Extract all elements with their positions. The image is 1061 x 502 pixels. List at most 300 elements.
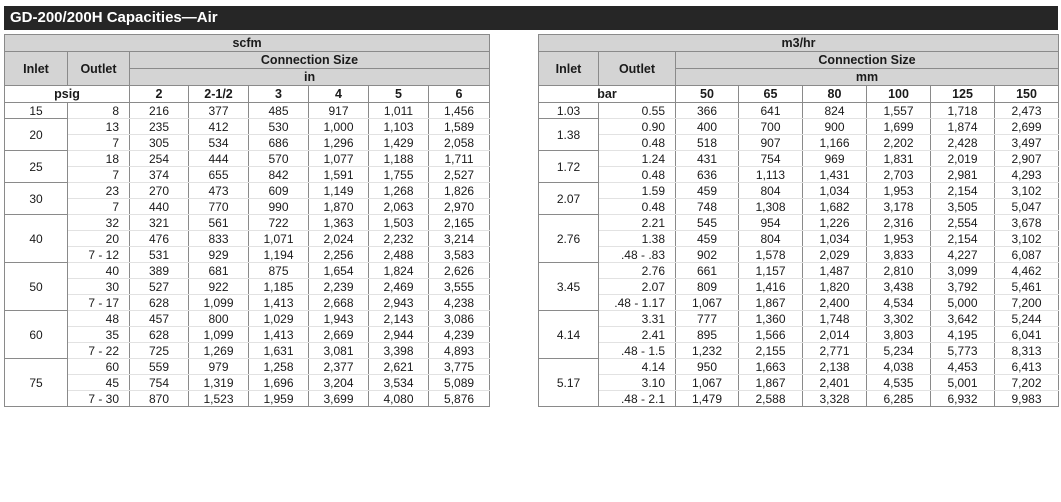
value-cell: 2,810 [867,263,931,279]
value-cell: 922 [189,279,249,295]
value-cell: 6,087 [995,247,1059,263]
value-cell: 5,773 [931,343,995,359]
inlet-cell: 60 [5,311,68,359]
value-cell: 1,166 [803,135,867,151]
table-row [539,103,1059,119]
value-cell: 3,328 [803,391,867,407]
outlet-cell: 1.59 [599,183,676,199]
outlet-cell: 0.90 [599,119,676,135]
outlet-cell: 18 [68,151,130,167]
value-cell: 1,831 [867,151,931,167]
value-cell: 1,682 [803,199,867,215]
value-cell: 5,244 [995,311,1059,327]
value-cell: 1,867 [739,375,803,391]
value-cell: 570 [249,151,309,167]
value-cell: 1,011 [369,103,429,119]
value-cell: 1,363 [309,215,369,231]
outlet-cell: 2.21 [599,215,676,231]
size-header: 125 [931,86,995,103]
table-row [5,167,490,183]
value-cell: 1,824 [369,263,429,279]
value-cell: 929 [189,247,249,263]
size-unit-header: in [130,69,490,86]
value-cell: 1,268 [369,183,429,199]
inlet-cell: 2.76 [539,215,599,263]
value-cell: 754 [130,375,189,391]
table-row [539,247,1059,263]
outlet-cell: 35 [68,327,130,343]
outlet-cell: 0.48 [599,167,676,183]
value-cell: 2,970 [429,199,490,215]
inlet-cell: 50 [5,263,68,311]
table-row [5,151,490,167]
value-cell: 1,296 [309,135,369,151]
value-cell: 527 [130,279,189,295]
table-row [539,151,1059,167]
outlet-cell: 60 [68,359,130,375]
value-cell: 1,269 [189,343,249,359]
outlet-cell: 7 - 12 [68,247,130,263]
value-cell: 4,534 [867,295,931,311]
value-cell: 1,034 [803,231,867,247]
connection-size-header: Connection Size [130,52,490,69]
value-cell: 2,256 [309,247,369,263]
table-row [5,311,490,327]
size-unit-header: mm [676,69,1059,86]
value-cell: 609 [249,183,309,199]
inlet-cell: 75 [5,359,68,407]
table-row [539,391,1059,407]
value-cell: 459 [676,231,739,247]
value-cell: 5,047 [995,199,1059,215]
inlet-cell: 1.38 [539,119,599,151]
value-cell: 3,102 [995,231,1059,247]
value-cell: 1,711 [429,151,490,167]
value-cell: 3,086 [429,311,490,327]
value-cell: 1,258 [249,359,309,375]
value-cell: 1,188 [369,151,429,167]
value-cell: 4,293 [995,167,1059,183]
table-row [539,295,1059,311]
value-cell: 444 [189,151,249,167]
connection-size-header: Connection Size [676,52,1059,69]
value-cell: 2,626 [429,263,490,279]
value-cell: 969 [803,151,867,167]
value-cell: 1,479 [676,391,739,407]
inlet-cell: 4.14 [539,311,599,359]
value-cell: 2,155 [739,343,803,359]
value-cell: 3,505 [931,199,995,215]
value-cell: 950 [676,359,739,375]
value-cell: 412 [189,119,249,135]
outlet-cell: 2.41 [599,327,676,343]
size-header: 3 [249,86,309,103]
value-cell: 1,077 [309,151,369,167]
value-cell: 2,019 [931,151,995,167]
value-cell: 6,932 [931,391,995,407]
value-cell: 1,699 [867,119,931,135]
value-cell: 8,313 [995,343,1059,359]
outlet-header: Outlet [599,52,676,86]
value-cell: 3,302 [867,311,931,327]
value-cell: 457 [130,311,189,327]
value-cell: 3,214 [429,231,490,247]
size-header: 80 [803,86,867,103]
value-cell: 2,703 [867,167,931,183]
outlet-cell: 20 [68,231,130,247]
value-cell: 1,099 [189,327,249,343]
table-row [5,279,490,295]
value-cell: 1,232 [676,343,739,359]
value-cell: 2,316 [867,215,931,231]
value-cell: 1,226 [803,215,867,231]
inlet-cell: 5.17 [539,359,599,407]
value-cell: 3,438 [867,279,931,295]
outlet-cell: 0.48 [599,199,676,215]
value-cell: 6,041 [995,327,1059,343]
value-cell: 895 [676,327,739,343]
value-cell: 3,398 [369,343,429,359]
pressure-unit-header: psig [5,86,130,103]
value-cell: 628 [130,295,189,311]
outlet-cell: 7 - 22 [68,343,130,359]
outlet-cell: 30 [68,279,130,295]
value-cell: 1,826 [429,183,490,199]
value-cell: 2,400 [803,295,867,311]
value-cell: 377 [189,103,249,119]
value-cell: 2,469 [369,279,429,295]
value-cell: 1,308 [739,199,803,215]
value-cell: 2,024 [309,231,369,247]
table-row [539,343,1059,359]
value-cell: 1,696 [249,375,309,391]
table-row [5,183,490,199]
table-row [5,263,490,279]
value-cell: 2,668 [309,295,369,311]
value-cell: 476 [130,231,189,247]
value-cell: 6,413 [995,359,1059,375]
value-cell: 661 [676,263,739,279]
value-cell: 235 [130,119,189,135]
value-cell: 1,867 [739,295,803,311]
value-cell: 1,591 [309,167,369,183]
value-cell: 1,959 [249,391,309,407]
value-cell: 636 [676,167,739,183]
value-cell: 1,416 [739,279,803,295]
size-header: 150 [995,86,1059,103]
value-cell: 3,204 [309,375,369,391]
inlet-cell: 40 [5,215,68,263]
outlet-cell: 0.55 [599,103,676,119]
value-cell: 4,195 [931,327,995,343]
size-header: 100 [867,86,931,103]
value-cell: 389 [130,263,189,279]
outlet-cell: 40 [68,263,130,279]
value-cell: 3,178 [867,199,931,215]
value-cell: 2,621 [369,359,429,375]
outlet-cell: 45 [68,375,130,391]
value-cell: 1,067 [676,295,739,311]
value-cell: 800 [189,311,249,327]
value-cell: 2,232 [369,231,429,247]
pressure-unit-header: bar [539,86,676,103]
value-cell: 7,202 [995,375,1059,391]
value-cell: 5,876 [429,391,490,407]
value-cell: 366 [676,103,739,119]
value-cell: 4,462 [995,263,1059,279]
table-row [5,391,490,407]
table-row [5,375,490,391]
inlet-cell: 1.72 [539,151,599,183]
value-cell: 628 [130,327,189,343]
value-cell: 2,138 [803,359,867,375]
value-cell: 2,154 [931,231,995,247]
table-row [539,183,1059,199]
table-row [539,199,1059,215]
value-cell: 875 [249,263,309,279]
value-cell: 777 [676,311,739,327]
inlet-cell: 3.45 [539,263,599,311]
table-row [539,375,1059,391]
table-row [5,199,490,215]
value-cell: 1,870 [309,199,369,215]
table-row [5,135,490,151]
value-cell: 1,429 [369,135,429,151]
value-cell: 900 [803,119,867,135]
value-cell: 1,456 [429,103,490,119]
value-cell: 1,194 [249,247,309,263]
value-cell: 870 [130,391,189,407]
value-cell: 1,589 [429,119,490,135]
value-cell: 400 [676,119,739,135]
value-cell: 4,239 [429,327,490,343]
value-cell: 842 [249,167,309,183]
value-cell: 2,907 [995,151,1059,167]
table-row [539,135,1059,151]
value-cell: 2,771 [803,343,867,359]
value-cell: 954 [739,215,803,231]
value-cell: 4,238 [429,295,490,311]
size-header: 50 [676,86,739,103]
value-cell: 804 [739,231,803,247]
value-cell: 770 [189,199,249,215]
table-row [5,327,490,343]
outlet-cell: .48 - 1.5 [599,343,676,359]
value-cell: 2,165 [429,215,490,231]
value-cell: 4,453 [931,359,995,375]
value-cell: 681 [189,263,249,279]
value-cell: 459 [676,183,739,199]
value-cell: 3,497 [995,135,1059,151]
table-row [5,119,490,135]
inlet-cell: 25 [5,151,68,183]
value-cell: 2,377 [309,359,369,375]
table-row [539,327,1059,343]
value-cell: 1,034 [803,183,867,199]
outlet-cell: 7 - 30 [68,391,130,407]
outlet-cell: .48 - .83 [599,247,676,263]
value-cell: 1,523 [189,391,249,407]
outlet-cell: 1.24 [599,151,676,167]
value-cell: 1,663 [739,359,803,375]
value-cell: 431 [676,151,739,167]
value-cell: 2,202 [867,135,931,151]
value-cell: 485 [249,103,309,119]
value-cell: 4,038 [867,359,931,375]
outlet-cell: 2.07 [599,279,676,295]
value-cell: 2,154 [931,183,995,199]
value-cell: 2,063 [369,199,429,215]
inlet-cell: 20 [5,119,68,151]
value-cell: 1,149 [309,183,369,199]
value-cell: 1,185 [249,279,309,295]
value-cell: 9,983 [995,391,1059,407]
value-cell: 1,654 [309,263,369,279]
value-cell: 530 [249,119,309,135]
inlet-header: Inlet [539,52,599,86]
value-cell: 907 [739,135,803,151]
value-cell: 1,487 [803,263,867,279]
value-cell: 2,473 [995,103,1059,119]
value-cell: 2,058 [429,135,490,151]
value-cell: 2,944 [369,327,429,343]
value-cell: 1,953 [867,231,931,247]
table-row [5,231,490,247]
value-cell: 2,527 [429,167,490,183]
value-cell: 804 [739,183,803,199]
value-cell: 2,588 [739,391,803,407]
value-cell: 2,488 [369,247,429,263]
flow-unit-header: scfm [5,35,490,52]
value-cell: 1,557 [867,103,931,119]
size-header: 2 [130,86,189,103]
value-cell: 990 [249,199,309,215]
outlet-cell: 7 [68,167,130,183]
value-cell: 4,227 [931,247,995,263]
outlet-cell: 3.10 [599,375,676,391]
value-cell: 5,089 [429,375,490,391]
value-cell: 5,234 [867,343,931,359]
value-cell: 531 [130,247,189,263]
value-cell: 1,953 [867,183,931,199]
value-cell: 4,080 [369,391,429,407]
value-cell: 700 [739,119,803,135]
value-cell: 1,157 [739,263,803,279]
value-cell: 1,943 [309,311,369,327]
value-cell: 374 [130,167,189,183]
value-cell: 3,583 [429,247,490,263]
capacity-table-m3hr [538,34,1059,407]
table-row [539,263,1059,279]
value-cell: 3,642 [931,311,995,327]
table-row [5,215,490,231]
size-header: 6 [429,86,490,103]
value-cell: 3,833 [867,247,931,263]
inlet-cell: 1.03 [539,103,599,119]
value-cell: 216 [130,103,189,119]
value-cell: 2,943 [369,295,429,311]
value-cell: 979 [189,359,249,375]
value-cell: 1,000 [309,119,369,135]
value-cell: 1,099 [189,295,249,311]
value-cell: 3,534 [369,375,429,391]
value-cell: 1,431 [803,167,867,183]
outlet-cell: .48 - 2.1 [599,391,676,407]
value-cell: 4,893 [429,343,490,359]
value-cell: 440 [130,199,189,215]
value-cell: 3,775 [429,359,490,375]
value-cell: 1,755 [369,167,429,183]
value-cell: 5,461 [995,279,1059,295]
outlet-cell: 7 [68,199,130,215]
value-cell: 2,981 [931,167,995,183]
value-cell: 518 [676,135,739,151]
value-cell: 1,413 [249,327,309,343]
capacity-table-scfm [4,34,490,407]
value-cell: 2,699 [995,119,1059,135]
value-cell: 534 [189,135,249,151]
table-row [539,215,1059,231]
value-cell: 3,081 [309,343,369,359]
value-cell: 1,718 [931,103,995,119]
page-title: GD-200/200H Capacities—Air [4,6,1058,30]
table-row [539,279,1059,295]
table-row [5,247,490,263]
size-header: 2-1/2 [189,86,249,103]
outlet-cell: 48 [68,311,130,327]
value-cell: 655 [189,167,249,183]
value-cell: 561 [189,215,249,231]
value-cell: 1,748 [803,311,867,327]
value-cell: 1,503 [369,215,429,231]
value-cell: 2,554 [931,215,995,231]
value-cell: 3,555 [429,279,490,295]
table-row [539,231,1059,247]
outlet-cell: 32 [68,215,130,231]
outlet-cell: 1.38 [599,231,676,247]
value-cell: 1,874 [931,119,995,135]
value-cell: 1,067 [676,375,739,391]
value-cell: 833 [189,231,249,247]
value-cell: 3,099 [931,263,995,279]
table-row [539,359,1059,375]
value-cell: 2,014 [803,327,867,343]
value-cell: 1,071 [249,231,309,247]
value-cell: 7,200 [995,295,1059,311]
outlet-cell: 13 [68,119,130,135]
table-row [539,167,1059,183]
table-row [5,343,490,359]
value-cell: 1,413 [249,295,309,311]
outlet-cell: 8 [68,103,130,119]
table-row [539,119,1059,135]
inlet-cell: 15 [5,103,68,119]
value-cell: 722 [249,215,309,231]
value-cell: 559 [130,359,189,375]
inlet-cell: 30 [5,183,68,215]
outlet-cell: 23 [68,183,130,199]
value-cell: 3,678 [995,215,1059,231]
value-cell: 5,000 [931,295,995,311]
value-cell: 3,792 [931,279,995,295]
value-cell: 270 [130,183,189,199]
outlet-cell: 7 [68,135,130,151]
outlet-cell: 3.31 [599,311,676,327]
value-cell: 1,578 [739,247,803,263]
table-row [539,311,1059,327]
value-cell: 473 [189,183,249,199]
value-cell: 5,001 [931,375,995,391]
